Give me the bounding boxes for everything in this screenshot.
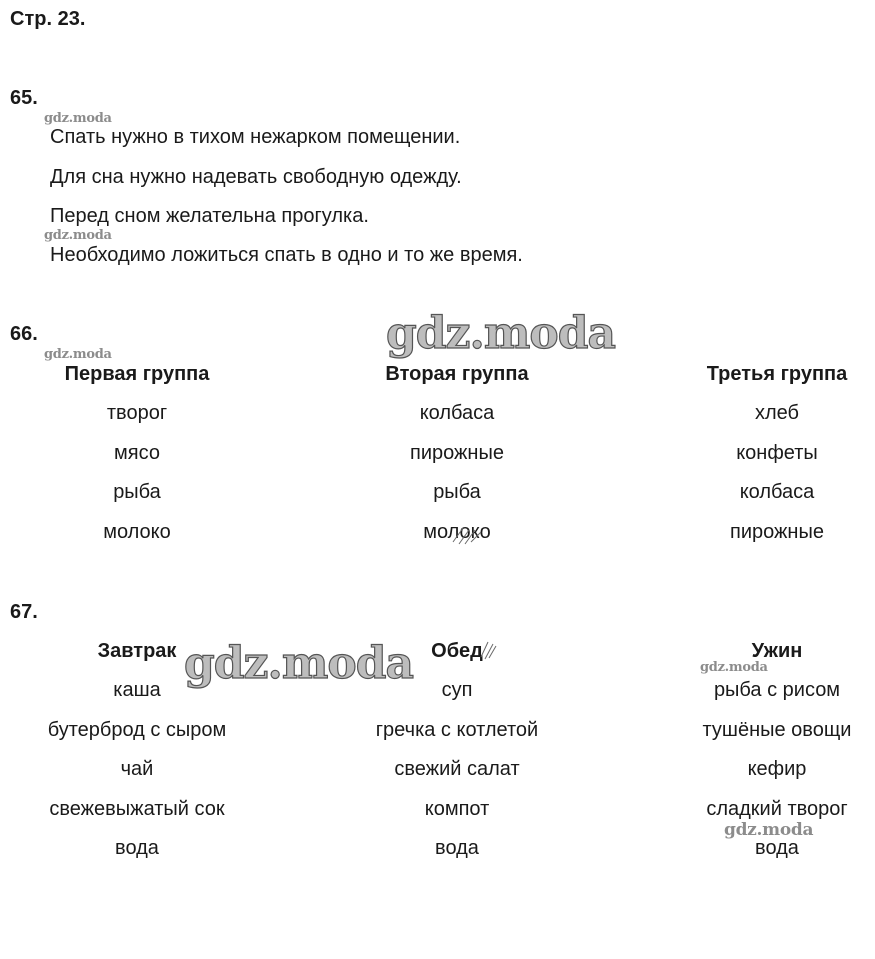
page-header: Стр. 23.: [10, 8, 86, 30]
group-2-title: Вторая группа: [385, 363, 529, 385]
watermark-small: gdz.moda: [44, 111, 112, 126]
exercise-65-number: 65.: [10, 87, 38, 109]
meal-dinner-title: Ужин: [751, 640, 803, 662]
lunch-item: суп: [441, 679, 473, 701]
lunch-item: гречка с котлетой: [375, 719, 539, 741]
group-2-item: рыба: [433, 481, 481, 503]
group-2-item: молоко: [423, 521, 491, 543]
group-2-item: колбаса: [419, 402, 495, 424]
watermark-small: gdz.moda: [700, 660, 768, 675]
breakfast-item: свежевыжатый сок: [49, 798, 225, 820]
group-3-title: Третья группа: [706, 363, 848, 385]
exercise-65-line: Спать нужно в тихом нежарком помещении.: [50, 126, 461, 148]
breakfast-item: чай: [120, 758, 154, 780]
group-2-item: пирожные: [410, 442, 504, 464]
scribble-mark: [478, 639, 498, 661]
watermark-small: gdz.moda: [724, 820, 814, 840]
group-3-item: колбаса: [739, 481, 815, 503]
dinner-item: вода: [755, 837, 799, 859]
exercise-66-number: 66.: [10, 323, 38, 345]
breakfast-item: вода: [115, 837, 159, 859]
group-1-item: рыба: [113, 481, 161, 503]
scribble-mark: [451, 524, 485, 546]
group-1-item: творог: [106, 402, 168, 424]
group-1-item: молоко: [103, 521, 171, 543]
group-1-item: мясо: [114, 442, 160, 464]
watermark-small: gdz.moda: [44, 347, 112, 362]
group-1-title: Первая группа: [64, 363, 210, 385]
dinner-item: сладкий творог: [706, 798, 848, 820]
breakfast-item: каша: [113, 679, 161, 701]
lunch-item: свежий салат: [394, 758, 520, 780]
exercise-65-line: Для сна нужно надевать свободную одежду.: [50, 166, 462, 188]
dinner-item: рыба с рисом: [713, 679, 841, 701]
lunch-item: компот: [424, 798, 490, 820]
meal-lunch-title: Обед: [431, 640, 483, 662]
watermark-small: gdz.moda: [44, 228, 112, 243]
group-3-item: конфеты: [736, 442, 818, 464]
group-3-item: хлеб: [754, 402, 800, 424]
watermark-large: gdz.moda: [386, 308, 616, 359]
watermark-large: gdz.moda: [184, 638, 414, 689]
exercise-67-number: 67.: [10, 601, 38, 623]
lunch-item: вода: [435, 837, 479, 859]
dinner-item: тушёные овощи: [702, 719, 852, 741]
group-3-item: пирожные: [730, 521, 824, 543]
exercise-65-line: Необходимо ложиться спать в одно и то же время.: [50, 244, 523, 266]
meal-breakfast-title: Завтрак: [97, 640, 177, 662]
dinner-item: кефир: [747, 758, 807, 780]
breakfast-item: бутерброд с сыром: [47, 719, 227, 741]
exercise-65-line: Перед сном желательна прогулка.: [50, 205, 369, 227]
